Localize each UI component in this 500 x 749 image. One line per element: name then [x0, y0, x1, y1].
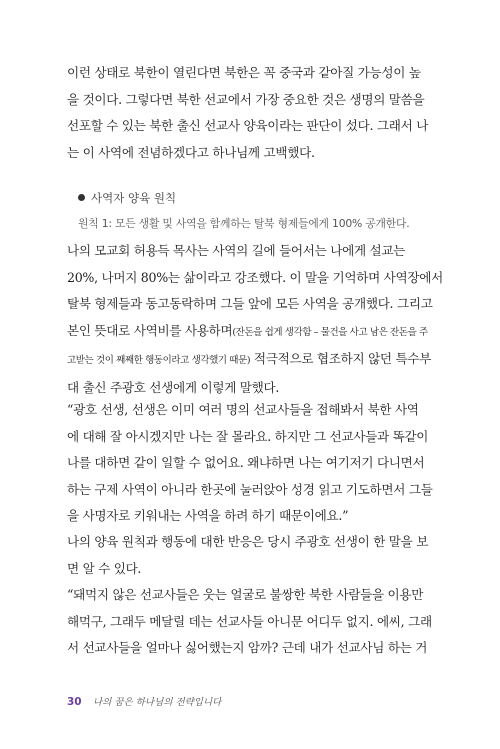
text-line: 해먹구, 그래두 메달릴 데는 선교사들 아니문 어디두 없지. 에씨, 그래 [67, 613, 432, 629]
text-line: 서 선교사들을 얼마나 싫어했는지 암까? 근데 내가 선교사님 하는 거 [67, 640, 428, 655]
text-main: 본인 뜻대로 사역비를 사용하며 [67, 322, 233, 338]
text-line: 나의 모교회 허용득 목사는 사역의 길에 들어서는 나에게 설교는 [67, 243, 406, 258]
running-title: 나의 꿈은 하나님의 전략입니다 [92, 697, 222, 708]
text-line [67, 318, 447, 347]
text-line: 20%, 나머지 80%는 삶이라고 강조했다. 이 말을 기억하며 사역장에서 [67, 269, 443, 285]
text-line: 나를 대하면 같이 일할 수 없어요. 왜냐하면 나는 여기저기 다니면서 [67, 455, 425, 470]
text-aside: (잔돈을 쉽게 생각함 – 물건을 사고 남은 잔돈을 주 [232, 326, 428, 338]
text-line: 면 알 수 있다. [67, 560, 142, 576]
paragraph-3 [67, 397, 447, 530]
text-line: 에 대해 잘 아시겠지만 나는 잘 몰라요. 하지만 그 선교사들과 똑같이 [67, 428, 429, 444]
page-footer [67, 694, 221, 708]
paragraph-4 [67, 529, 447, 582]
text-line: 을 사명자로 키워내는 사역을 하려 하기 때문이에요.” [67, 508, 349, 523]
paragraph-2 [67, 238, 447, 401]
section-heading [78, 190, 176, 206]
text-line: 탈북 형제들과 동고동락하며 그들 앞에 모든 사역을 공개했다. 그리고 [67, 296, 433, 311]
text-line [67, 346, 447, 375]
text-line: 선포할 수 있는 북한 출신 선교사 양육이라는 판단이 섰다. 그래서 나 [67, 118, 429, 133]
principle-text: 원칙 1: 모든 생활 및 사역을 함께하는 탈북 형제들에게 100% 공개한다. [78, 217, 410, 230]
paragraph-5 [67, 582, 447, 662]
text-line: 나의 양육 원칙과 행동에 대한 반응은 당시 주광호 선생이 한 말을 보 [67, 534, 429, 549]
text-line: 대 출신 주광호 선생에게 이렇게 말했다. [67, 379, 280, 395]
text-line: “돼먹지 않은 선교사들은 웃는 얼굴로 불쌍한 북한 사람들을 이용만 [67, 587, 424, 602]
text-main: 적극적으로 협조하지 않던 특수부 [250, 351, 432, 366]
text-line: 하는 구제 사역이 아니라 한곳에 눌러앉아 성경 읽고 기도하면서 그들 [67, 481, 433, 497]
text-aside: 고받는 것이 째째한 행동이라고 생각했기 때문) [67, 355, 251, 366]
page-number: 30 [67, 696, 82, 708]
paragraph-1 [67, 60, 447, 166]
section-heading-text: 사역자 양육 원칙 [91, 191, 177, 205]
text-line: 이런 상태로 북한이 열린다면 북한은 꼭 중국과 같아질 가능성이 높 [67, 65, 421, 80]
text-line: 는 이 사역에 전념하겠다고 하나님께 고백했다. [67, 144, 315, 160]
bullet-icon [78, 194, 85, 201]
text-line: 을 것이다. 그렇다면 북한 선교에서 가장 중요한 것은 생명의 말씀을 [67, 91, 425, 107]
text-line: “광호 선생, 선생은 이미 여러 명의 선교사들을 접해봐서 북한 사역 [67, 402, 419, 417]
